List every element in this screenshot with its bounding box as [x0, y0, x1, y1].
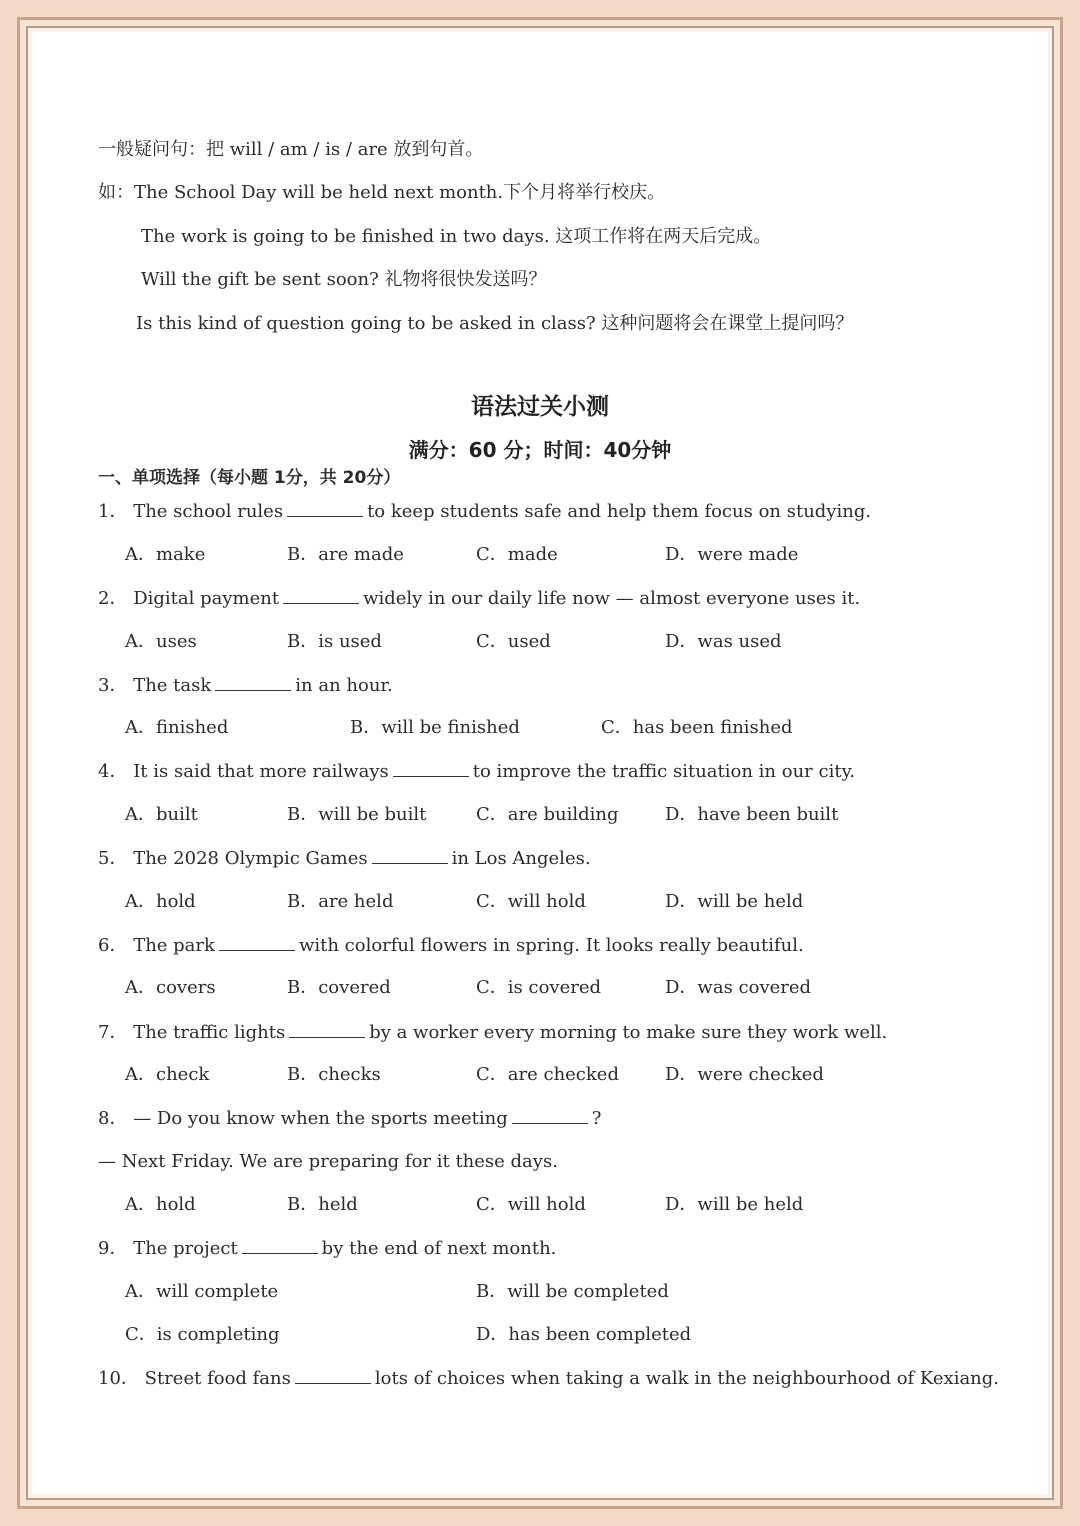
q7-option-d[interactable]: D．were checked	[665, 1064, 824, 1085]
q9-option-d[interactable]: D．has been completed	[476, 1324, 692, 1345]
q6-option-c[interactable]: C．is covered	[476, 977, 602, 998]
q6-option-a[interactable]: A．covers	[125, 977, 216, 998]
question-3: 3． The task in an hour.	[98, 675, 393, 696]
question-8: 8． — Do you know when the sports meeting ?	[98, 1108, 602, 1129]
q9-option-c[interactable]: C．is completing	[125, 1324, 280, 1345]
q3-option-c[interactable]: C．has been finished	[601, 717, 793, 738]
answer-blank	[372, 846, 448, 864]
answer-blank	[287, 499, 363, 517]
q7-option-b[interactable]: B．checks	[287, 1064, 381, 1085]
answer-blank	[283, 586, 359, 604]
question-10: 10． Street food fans lots of choices when taking a walk in the neighbourhood of Kexiang.	[98, 1368, 1000, 1389]
q9-option-a[interactable]: A．will complete	[125, 1281, 279, 1302]
question-6: 6． The park with colorful flowers in spring. It looks really beautiful.	[98, 935, 804, 956]
q1-option-b[interactable]: B．are made	[287, 544, 404, 565]
q4-option-a[interactable]: A．built	[125, 804, 198, 825]
q5-option-d[interactable]: D．will be held	[665, 891, 804, 912]
q4-option-b[interactable]: B．will be built	[287, 804, 427, 825]
grammar-rule: 一般疑问句：把 will / am / is / are 放到句首。	[98, 139, 484, 160]
q2-option-d[interactable]: D．was used	[665, 631, 782, 652]
q9-option-b[interactable]: B．will be completed	[476, 1281, 669, 1302]
answer-blank	[512, 1106, 588, 1124]
q2-option-b[interactable]: B．is used	[287, 631, 382, 652]
q1-option-d[interactable]: D．were made	[665, 544, 799, 565]
example-4: Is this kind of question going to be asked in class? 这种问题将会在课堂上提问吗？	[136, 313, 854, 334]
example-2: The work is going to be finished in two days. 这项工作将在两天后完成。	[141, 226, 772, 247]
q5-option-b[interactable]: B．are held	[287, 891, 394, 912]
q8-option-b[interactable]: B．held	[287, 1194, 358, 1215]
q1-option-a[interactable]: A．make	[125, 544, 206, 565]
question-4: 4． It is said that more railways to improve the traffic situation in our city.	[98, 761, 856, 782]
answer-blank	[295, 1366, 371, 1384]
question-2: 2． Digital payment widely in our daily life now — almost everyone uses it.	[98, 588, 861, 609]
quiz-subtitle: 满分：60 分；时间：40分钟	[408, 438, 672, 462]
q4-option-d[interactable]: D．have been built	[665, 804, 839, 825]
answer-blank	[289, 1020, 365, 1038]
q8-option-a[interactable]: A．hold	[125, 1194, 196, 1215]
question-7: 7． The traffic lights by a worker every morning to make sure they work well.	[98, 1022, 888, 1043]
answer-blank	[215, 673, 291, 691]
q3-option-b[interactable]: B．will be finished	[350, 717, 520, 738]
q4-option-c[interactable]: C．are building	[476, 804, 619, 825]
q5-option-a[interactable]: A．hold	[125, 891, 196, 912]
question-8-reply: — Next Friday. We are preparing for it these days.	[98, 1151, 558, 1172]
q3-option-a[interactable]: A．finished	[125, 717, 229, 738]
q7-option-a[interactable]: A．check	[125, 1064, 210, 1085]
example-1: 如：The School Day will be held next month.下个月将举行校庆。	[98, 182, 666, 203]
answer-blank	[242, 1236, 318, 1254]
q6-option-d[interactable]: D．was covered	[665, 977, 812, 998]
question-9: 9． The project by the end of next month.	[98, 1238, 557, 1259]
question-1: 1． The school rules to keep students safe and help them focus on studying.	[98, 501, 872, 522]
q1-option-c[interactable]: C．made	[476, 544, 558, 565]
q5-option-c[interactable]: C．will hold	[476, 891, 586, 912]
question-5: 5． The 2028 Olympic Games in Los Angeles.	[98, 848, 591, 869]
example-3: Will the gift be sent soon? 礼物将很快发送吗？	[141, 269, 547, 290]
q2-option-a[interactable]: A．uses	[125, 631, 197, 652]
q8-option-c[interactable]: C．will hold	[476, 1194, 586, 1215]
answer-blank	[393, 759, 469, 777]
q2-option-c[interactable]: C．used	[476, 631, 551, 652]
quiz-title: 语法过关小测	[471, 394, 609, 420]
q6-option-b[interactable]: B．covered	[287, 977, 391, 998]
q7-option-c[interactable]: C．are checked	[476, 1064, 619, 1085]
answer-blank	[219, 933, 295, 951]
q8-option-d[interactable]: D．will be held	[665, 1194, 804, 1215]
section-heading: 一、单项选择（每小题 1分，共 20分）	[98, 468, 401, 488]
